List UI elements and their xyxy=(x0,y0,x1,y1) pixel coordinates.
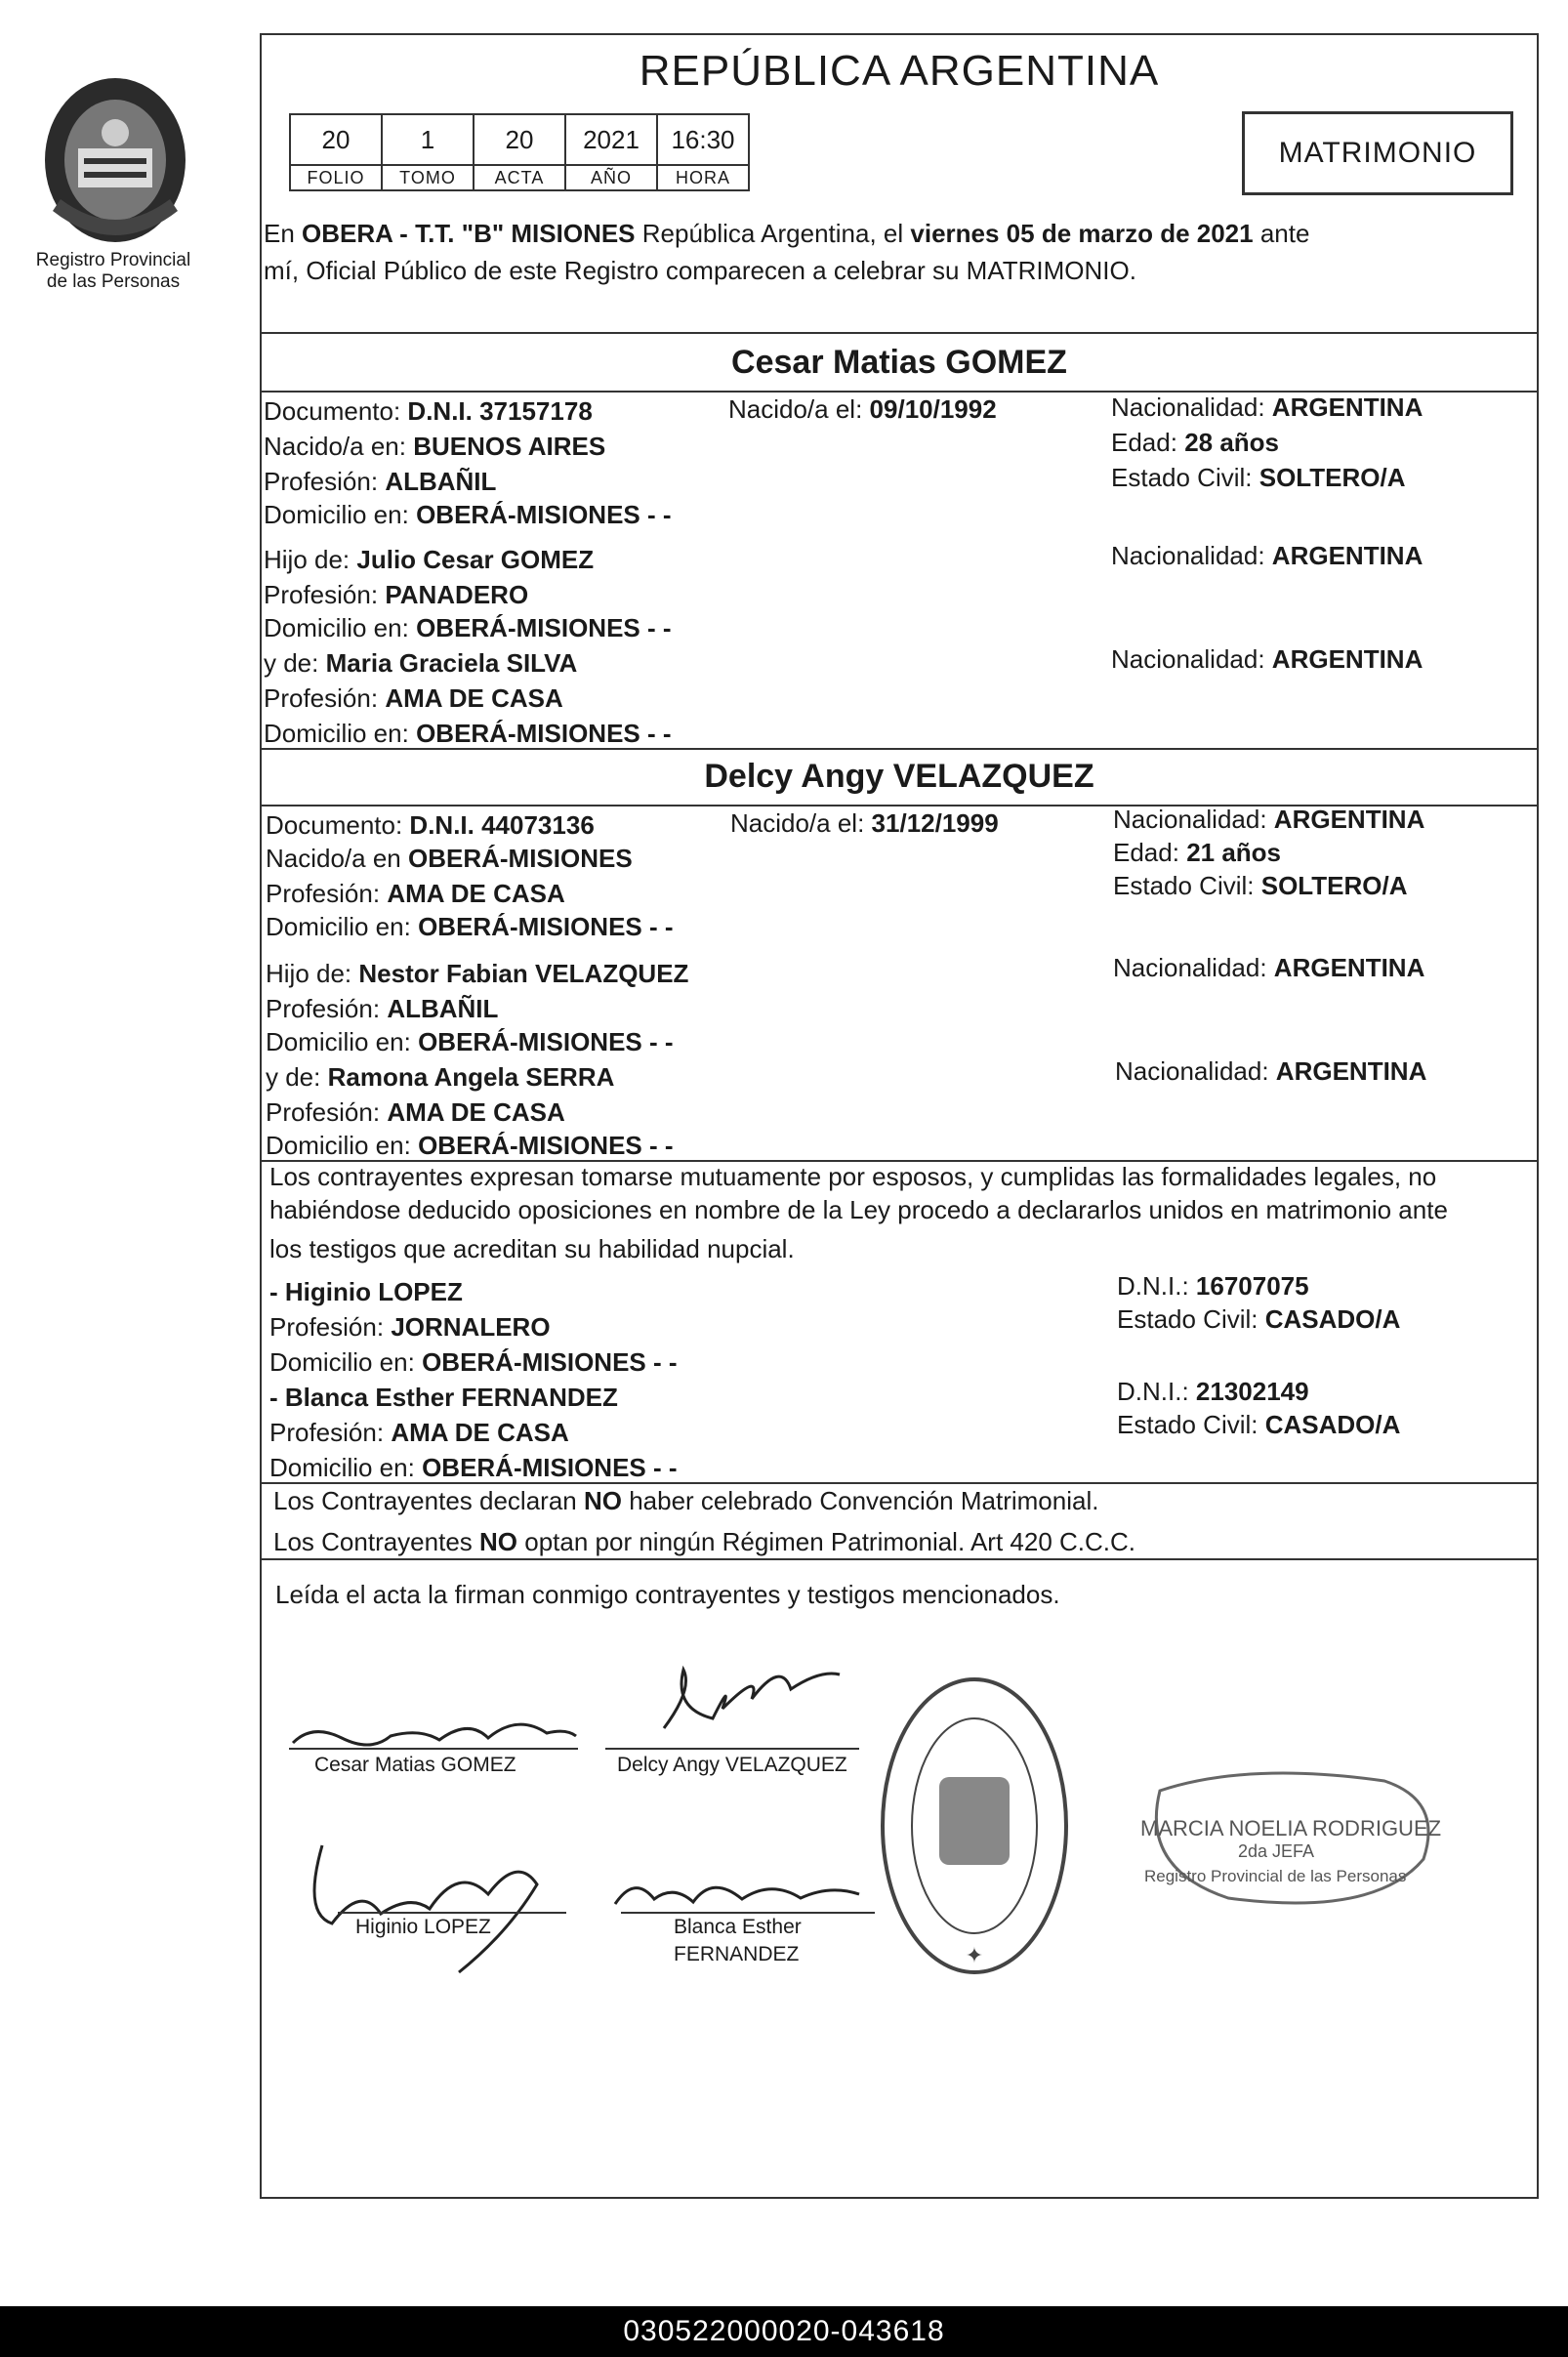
spouse2-father-domicile xyxy=(266,1027,674,1056)
witness2-dni xyxy=(1117,1377,1309,1406)
label: y de: xyxy=(264,648,319,678)
value: D.N.I. 44073136 xyxy=(409,810,595,840)
hour-label: HORA xyxy=(657,165,749,190)
label: Nacido/a el: xyxy=(730,808,865,838)
label: Domicilio en: xyxy=(264,613,409,642)
document-title: REPÚBLICA ARGENTINA xyxy=(639,47,1160,95)
witness2-civil-status xyxy=(1117,1410,1400,1439)
year-value: 2021 xyxy=(565,114,657,165)
spouse1-father-domicile xyxy=(264,613,672,642)
divider xyxy=(260,332,1539,334)
witness1-profession xyxy=(269,1312,551,1342)
label: Nacionalidad: xyxy=(1115,1056,1269,1086)
official-office: Registro Provincial de las Personas xyxy=(1144,1867,1407,1885)
convention-line2 xyxy=(273,1527,1135,1556)
witness2-domicile xyxy=(269,1453,678,1482)
divider xyxy=(260,1558,1539,1560)
spouse1-domicile xyxy=(264,500,672,529)
spouse1-mother xyxy=(264,648,577,678)
spouse1-nationality xyxy=(1111,393,1423,422)
value: ARGENTINA xyxy=(1271,644,1424,674)
value: OBERÁ-MISIONES - - xyxy=(418,1027,674,1056)
label: Profesión: xyxy=(264,580,379,609)
spouse2-father-nationality xyxy=(1113,953,1424,982)
folio-value: 20 xyxy=(290,114,382,165)
value: CASADO/A xyxy=(1264,1410,1401,1439)
label: Estado Civil: xyxy=(1113,871,1255,900)
divider xyxy=(260,1482,1539,1484)
spouse1-mother-domicile xyxy=(264,719,672,748)
value: ALBAÑIL xyxy=(385,467,497,496)
intro-line1 xyxy=(264,219,1537,248)
label: Nacionalidad: xyxy=(1111,393,1265,422)
value: AMA DE CASA xyxy=(387,879,565,908)
spouse2-civil-status xyxy=(1113,871,1407,900)
label: Profesión: xyxy=(269,1312,385,1342)
label: Domicilio en: xyxy=(264,500,409,529)
value: JORNALERO xyxy=(391,1312,551,1342)
label: Edad: xyxy=(1111,428,1177,457)
label: Profesión: xyxy=(264,683,379,713)
spouse2-father-profession xyxy=(266,994,498,1023)
label: Estado Civil: xyxy=(1117,1410,1259,1439)
divider xyxy=(260,748,1539,750)
value: ARGENTINA xyxy=(1275,1056,1427,1086)
value: CASADO/A xyxy=(1264,1304,1401,1334)
signature-line xyxy=(605,1748,859,1750)
label: y de: xyxy=(266,1062,321,1092)
text: Los Contrayentes xyxy=(273,1527,480,1556)
value: ARGENTINA xyxy=(1271,393,1424,422)
label: Profesión: xyxy=(266,879,381,908)
spouse2-mother-nationality xyxy=(1115,1056,1426,1086)
label: Profesión: xyxy=(266,994,381,1023)
spouse1-father-profession xyxy=(264,580,528,609)
logo-caption-line2: de las Personas xyxy=(46,271,181,292)
signature-line xyxy=(289,1748,578,1750)
spouse1-civil-status xyxy=(1111,463,1405,492)
value: OBERÁ-MISIONES xyxy=(408,844,633,873)
label: Estado Civil: xyxy=(1117,1304,1259,1334)
act-type-badge: MATRIMONIO xyxy=(1242,111,1513,195)
value: OBERÁ-MISIONES - - xyxy=(416,719,672,748)
text: haber celebrado Convención Matrimonial. xyxy=(621,1486,1099,1515)
intro-text: ante xyxy=(1253,219,1310,248)
value: PANADERO xyxy=(385,580,529,609)
value: ARGENTINA xyxy=(1273,953,1425,982)
witness2-name: - Blanca Esther FERNANDEZ xyxy=(269,1383,618,1412)
acta-value: 20 xyxy=(474,114,565,165)
spouse2-profession xyxy=(266,879,565,908)
declaration-line2: habiéndose deducido oposiciones en nombre de la Ley procedo a declararlos unidos en matrimonio ante xyxy=(269,1195,1448,1224)
value: SOLTERO/A xyxy=(1260,871,1408,900)
spouse2-document xyxy=(266,810,595,840)
signature-label-1: Cesar Matias GOMEZ xyxy=(314,1754,516,1776)
spouse1-born xyxy=(728,394,997,424)
label: Nacionalidad: xyxy=(1111,541,1265,570)
label: Domicilio en: xyxy=(266,912,411,941)
spouse1-age xyxy=(1111,428,1279,457)
tomo-value: 1 xyxy=(382,114,474,165)
spouse2-mother-domicile xyxy=(266,1131,674,1160)
value: ARGENTINA xyxy=(1271,541,1424,570)
year-label: AÑO xyxy=(565,165,657,190)
label: Nacionalidad: xyxy=(1111,644,1265,674)
tomo-label: TOMO xyxy=(382,165,474,190)
witness1-civil-status xyxy=(1117,1304,1400,1334)
spouse2-age xyxy=(1113,838,1281,867)
witness1-name: - Higinio LOPEZ xyxy=(269,1277,463,1306)
document-code: 030522000020-043618 xyxy=(0,2306,1568,2357)
signature-scribble xyxy=(293,1826,586,1982)
spouse2-birthplace xyxy=(266,844,633,873)
value: Julio Cesar GOMEZ xyxy=(356,545,595,574)
value: OBERÁ-MISIONES - - xyxy=(416,500,672,529)
spouse1-mother-profession xyxy=(264,683,563,713)
label: Domicilio en: xyxy=(269,1347,415,1377)
value: ARGENTINA xyxy=(1273,805,1425,834)
spouse1-document xyxy=(264,396,593,426)
folio-label: FOLIO xyxy=(290,165,382,190)
text: NO xyxy=(479,1527,518,1556)
value: SOLTERO/A xyxy=(1259,463,1406,492)
value: D.N.I. 37157178 xyxy=(407,396,593,426)
label: Nacido/a en: xyxy=(264,432,406,461)
label: D.N.I.: xyxy=(1117,1271,1189,1301)
declaration-line3: los testigos que acreditan su habilidad nupcial. xyxy=(269,1234,795,1263)
label: Documento: xyxy=(264,396,401,426)
label: Nacido/a el: xyxy=(728,394,863,424)
witness1-dni xyxy=(1117,1271,1309,1301)
spouse1-father xyxy=(264,545,594,574)
value: OBERÁ-MISIONES - - xyxy=(418,912,674,941)
spouse2-mother xyxy=(266,1062,614,1092)
label: Domicilio en: xyxy=(269,1453,415,1482)
intro-place: OBERA - T.T. "B" MISIONES xyxy=(302,219,636,248)
value: OBERÁ-MISIONES - - xyxy=(418,1131,674,1160)
value: 21302149 xyxy=(1195,1377,1309,1406)
spouse1-name: Cesar Matias GOMEZ xyxy=(731,344,1067,381)
value: ALBAÑIL xyxy=(387,994,499,1023)
value: AMA DE CASA xyxy=(385,683,563,713)
signature-line xyxy=(621,1912,875,1914)
value: 21 años xyxy=(1186,838,1282,867)
spouse2-mother-profession xyxy=(266,1097,565,1127)
spouse2-born xyxy=(730,808,999,838)
value: OBERÁ-MISIONES - - xyxy=(422,1347,678,1377)
label: Profesión: xyxy=(266,1097,381,1127)
registry-seal xyxy=(877,1672,1072,1980)
text: optan por ningún Régimen Patrimonial. Art 420 C.C.C. xyxy=(517,1527,1136,1556)
svg-text:✦: ✦ xyxy=(965,1943,984,1967)
value: AMA DE CASA xyxy=(387,1097,565,1127)
registry-table xyxy=(289,113,750,191)
official-name: MARCIA NOELIA RODRIGUEZ xyxy=(1140,1816,1442,1840)
signature-label-4a: Blanca Esther xyxy=(674,1916,802,1938)
label: Documento: xyxy=(266,810,403,840)
label: Estado Civil: xyxy=(1111,463,1253,492)
value: Ramona Angela SERRA xyxy=(327,1062,615,1092)
value: 16707075 xyxy=(1195,1271,1309,1301)
spouse1-birthplace xyxy=(264,432,605,461)
witness1-domicile xyxy=(269,1347,678,1377)
acta-label: ACTA xyxy=(474,165,565,190)
value: 28 años xyxy=(1184,428,1280,457)
spouse2-name: Delcy Angy VELAZQUEZ xyxy=(704,758,1094,795)
label: Domicilio en: xyxy=(266,1131,411,1160)
label: Domicilio en: xyxy=(266,1027,411,1056)
signature-label-4b: FERNANDEZ xyxy=(674,1943,800,1965)
intro-text: En xyxy=(264,219,303,248)
value: BUENOS AIRES xyxy=(413,432,606,461)
spouse1-profession xyxy=(264,467,496,496)
closing-text: Leída el acta la firman conmigo contrayentes y testigos mencionados. xyxy=(275,1580,1060,1609)
value: 09/10/1992 xyxy=(869,394,997,424)
witness2-profession xyxy=(269,1418,569,1447)
hour-value: 16:30 xyxy=(657,114,749,165)
spouse1-mother-nationality xyxy=(1111,644,1423,674)
intro-text: República Argentina, el xyxy=(635,219,911,248)
value: OBERÁ-MISIONES - - xyxy=(416,613,672,642)
label: Nacido/a en xyxy=(266,844,401,873)
text: NO xyxy=(583,1486,622,1515)
province-logo xyxy=(33,64,197,250)
convention-line1 xyxy=(273,1486,1098,1515)
signature-label-2: Delcy Angy VELAZQUEZ xyxy=(617,1754,847,1776)
label: Nacionalidad: xyxy=(1113,953,1267,982)
spouse1-father-nationality xyxy=(1111,541,1423,570)
official-stamp xyxy=(1131,1752,1453,1927)
value: Maria Graciela SILVA xyxy=(325,648,578,678)
label: Hijo de: xyxy=(266,959,352,988)
logo-caption xyxy=(0,250,227,293)
label: Hijo de: xyxy=(264,545,351,574)
signature-label-3: Higinio LOPEZ xyxy=(355,1916,491,1938)
label: Profesión: xyxy=(269,1418,385,1447)
intro-line2: mí, Oficial Público de este Registro comparecen a celebrar su MATRIMONIO. xyxy=(264,256,1136,285)
value: Nestor Fabian VELAZQUEZ xyxy=(358,959,689,988)
value: AMA DE CASA xyxy=(391,1418,569,1447)
logo-caption-line1: Registro Provincial xyxy=(35,250,191,270)
signature-line xyxy=(338,1912,566,1914)
label: Edad: xyxy=(1113,838,1179,867)
spouse2-father xyxy=(266,959,688,988)
signature-scribble xyxy=(644,1650,859,1757)
label: Nacionalidad: xyxy=(1113,805,1267,834)
official-title: 2da JEFA xyxy=(1238,1841,1315,1861)
spouse2-nationality xyxy=(1113,805,1424,834)
declaration-line1: Los contrayentes expresan tomarse mutuamente por esposos, y cumplidas las formalidades legales, no xyxy=(269,1162,1437,1191)
intro-date: viernes 05 de marzo de 2021 xyxy=(910,219,1254,248)
text: Los Contrayentes declaran xyxy=(273,1486,584,1515)
value: 31/12/1999 xyxy=(871,808,999,838)
label: D.N.I.: xyxy=(1117,1377,1189,1406)
spouse2-domicile xyxy=(266,912,674,941)
label: Profesión: xyxy=(264,467,379,496)
value: OBERÁ-MISIONES - - xyxy=(422,1453,678,1482)
label: Domicilio en: xyxy=(264,719,409,748)
